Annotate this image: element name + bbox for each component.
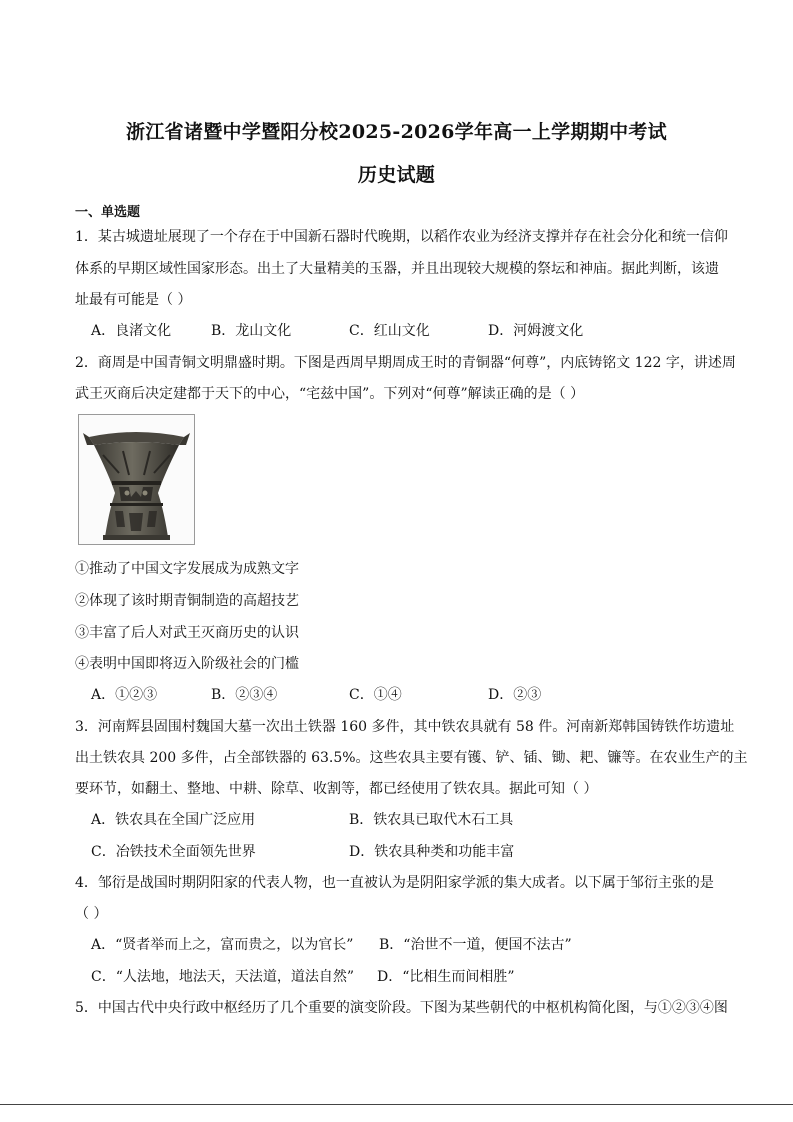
q4-line-1: 4．邹衍是战国时期阴阳家的代表人物，也一直被认为是阴阳家学派的集大成者。以下属于邹衍主张的是 bbox=[75, 875, 714, 891]
q2-option-a: A．①②③ bbox=[91, 687, 158, 703]
q5-line-1: 5．中国古代中央行政中枢经历了几个重要的演变阶段。下图为某些朝代的中枢机构简化图，与①②③④图 bbox=[75, 1000, 728, 1016]
q3-line-2: 出土铁农具 200 多件，占全部铁器的 63.5%。这些农具主要有镬、铲、锸、锄、耙、镰等。在农业生产的主 bbox=[75, 750, 748, 766]
exam-title: 浙江省诸暨中学暨阳分校2025-2026学年高一上学期期中考试 bbox=[126, 121, 667, 143]
exam-subtitle: 历史试题 bbox=[357, 164, 436, 186]
q2-item-1: ①推动了中国文字发展成为成熟文字 bbox=[75, 561, 299, 577]
q2-option-d: D．②③ bbox=[488, 687, 542, 703]
q3-line-1: 3．河南辉县固围村魏国大墓一次出土铁器 160 多件，其中铁农具就有 58 件。河南新郑韩国铸铁作坊遗址 bbox=[75, 719, 735, 735]
q3-option-c: C．冶铁技术全面领先世界 bbox=[91, 844, 256, 860]
q2-item-4: ④表明中国即将迈入阶级社会的门槛 bbox=[75, 656, 299, 672]
q1-line-3: 址最有可能是（ ） bbox=[75, 292, 192, 308]
q4-option-b: B．“治世不一道，便国不法古” bbox=[379, 937, 572, 953]
q1-option-c: C．红山文化 bbox=[349, 323, 430, 339]
bronze-vessel-illustration bbox=[79, 415, 194, 544]
q1-line-1: 1．某古城遗址展现了一个存在于中国新石器时代晚期，以稻作农业为经济支撑并存在社会分化和统一信仰 bbox=[75, 229, 728, 245]
q3-option-d: D．铁农具种类和功能丰富 bbox=[349, 844, 515, 860]
q3-option-a: A．铁农具在全国广泛应用 bbox=[91, 812, 256, 828]
q2-option-b: B．②③④ bbox=[211, 687, 278, 703]
q4-option-d: D．“比相生而间相胜” bbox=[377, 969, 515, 985]
q4-option-c: C．“人法地，地法天，天法道，道法自然” bbox=[91, 969, 355, 985]
q3-line-3: 要环节，如翻土、整地、中耕、除草、收割等，都已经使用了铁农具。据此可知（ ） bbox=[75, 781, 598, 797]
q1-option-d: D．河姆渡文化 bbox=[488, 323, 584, 339]
q4-option-a: A．“贤者举而上之，富而贵之，以为官长” bbox=[91, 937, 354, 953]
q1-line-2: 体系的早期区域性国家形态。出土了大量精美的玉器，并且出现较大规模的祭坛和神庙。据此判断，该遗 bbox=[75, 261, 719, 277]
q2-line-1: 2．商周是中国青铜文明鼎盛时期。下图是西周早期周成王时的青铜器“何尊”，内底铸铭文 122 字，讲述周 bbox=[75, 355, 736, 371]
he-zun-bronze-vessel-image bbox=[78, 414, 195, 545]
q1-option-a: A．良渚文化 bbox=[91, 323, 172, 339]
q1-option-b: B．龙山文化 bbox=[211, 323, 292, 339]
q2-item-3: ③丰富了后人对武王灭商历史的认识 bbox=[75, 625, 299, 641]
q2-line-2: 武王灭商后决定建都于天下的中心，“宅兹中国”。下列对“何尊”解读正确的是（ ） bbox=[75, 386, 585, 402]
q2-option-c: C．①④ bbox=[349, 687, 402, 703]
q2-item-2: ②体现了该时期青铜制造的高超技艺 bbox=[75, 593, 299, 609]
q4-line-2: （ ） bbox=[75, 906, 108, 922]
section-heading: 一、单选题 bbox=[75, 205, 141, 220]
q3-option-b: B．铁农具已取代木石工具 bbox=[349, 812, 514, 828]
page-bottom-rule bbox=[0, 1104, 793, 1105]
